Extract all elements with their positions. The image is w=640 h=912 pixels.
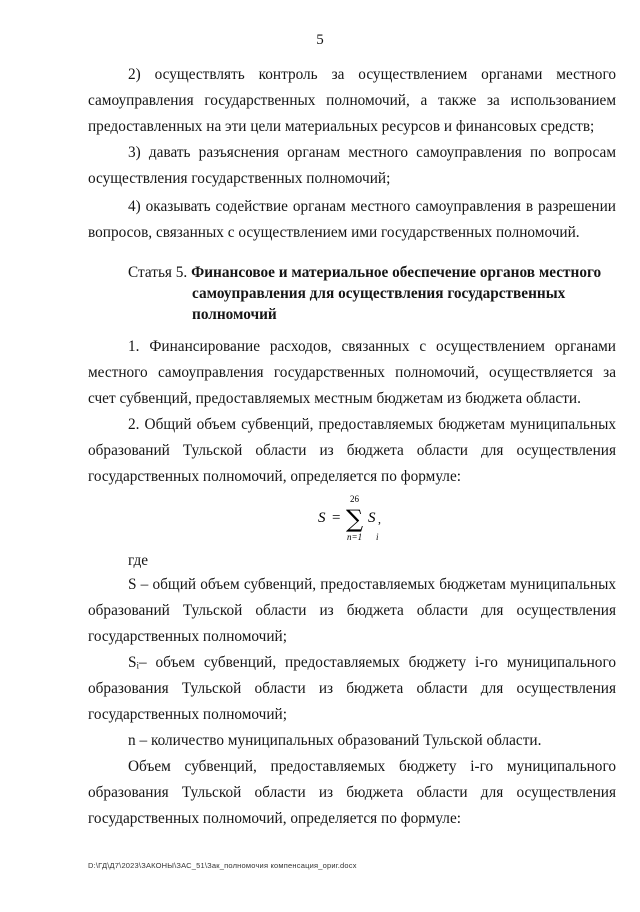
where-label: где bbox=[128, 552, 149, 569]
paragraph-line: 3) давать разъяснения органам местного самоуправления по вопросам bbox=[128, 144, 616, 161]
paragraph-line: образования Тульской области из бюджета области для осуществления bbox=[88, 784, 616, 801]
paragraph-line: образований Тульской области из бюджета области для осуществления bbox=[88, 602, 616, 619]
paragraph-line: 2) осуществлять контроль за осуществлением органами местного bbox=[128, 66, 616, 83]
paragraph-explanations bbox=[88, 140, 616, 192]
formula-lhs: S bbox=[318, 510, 326, 526]
footer-file-path: D:\ГД\Д7\2023\ЗАКОНЫ\ЗАС_51\Зак_полномочия компенсация_ориг.docx bbox=[88, 861, 357, 870]
where-label-block bbox=[88, 548, 616, 574]
paragraph-assistance bbox=[88, 194, 616, 246]
paragraph-line: образования Тульской области из бюджета области для осуществления bbox=[88, 680, 616, 697]
paragraph-subvention-volume bbox=[88, 754, 616, 832]
article-label: Статья 5. bbox=[128, 264, 188, 281]
sum-formula bbox=[318, 492, 398, 544]
paragraph-line: государственных полномочий, определяется по формуле: bbox=[88, 810, 461, 827]
paragraph-line: осуществления государственных полномочий; bbox=[88, 170, 391, 187]
paragraph-financing bbox=[88, 334, 616, 412]
sigma-symbol: ∑ bbox=[346, 505, 364, 533]
formula-sum-upper: 26 bbox=[350, 494, 359, 504]
formula-comma: , bbox=[378, 512, 381, 526]
paragraph-line: образований Тульской области из бюджета области для осуществления bbox=[88, 442, 616, 459]
paragraph-line: S – общий объем субвенций, предоставляемых бюджетам муниципальных bbox=[128, 576, 616, 593]
paragraph-line: Объем субвенций, предоставляемых бюджету i-го муниципального bbox=[128, 758, 616, 775]
article-title-line: полномочий bbox=[192, 306, 277, 323]
paragraph-line: Sᵢ– объем субвенций, предоставляемых бюджету i-го муниципального bbox=[128, 654, 616, 671]
page-number: 5 bbox=[316, 32, 324, 48]
article-title-line: Финансовое и материальное обеспечение органов местного bbox=[191, 264, 602, 281]
paragraph-line: государственных полномочий, определяется по формуле: bbox=[88, 468, 461, 485]
paragraph-line: 2. Общий объем субвенций, предоставляемых бюджетам муниципальных bbox=[128, 416, 616, 433]
paragraph-total-volume bbox=[88, 412, 616, 490]
formula-sum-lower: n=1 bbox=[347, 532, 363, 542]
paragraph-line: 4) оказывать содействие органам местного самоуправления в разрешении bbox=[128, 198, 616, 215]
definition-s bbox=[88, 572, 616, 650]
article-title-line: самоуправления для осуществления государственных bbox=[192, 285, 566, 302]
paragraph-line: государственных полномочий; bbox=[88, 628, 287, 645]
formula-term: S bbox=[368, 510, 376, 526]
paragraph-line: 1. Финансирование расходов, связанных с осуществлением органами bbox=[128, 338, 616, 355]
definition-si bbox=[88, 650, 616, 728]
paragraph-line: предоставленных на эти цели материальных ресурсов и финансовых средств; bbox=[88, 118, 595, 135]
paragraph-line: счет субвенций, предоставляемых местным бюджетам из бюджета области. bbox=[88, 390, 581, 407]
article-heading bbox=[128, 262, 616, 325]
paragraph-line: местного самоуправления государственных полномочий, осуществляется за bbox=[88, 364, 616, 381]
paragraph-line: вопросов, связанных с осуществлением ими государственных полномочий. bbox=[88, 224, 580, 241]
paragraph-line: n – количество муниципальных образований Тульской области. bbox=[128, 732, 542, 749]
formula-subscript: i bbox=[376, 532, 379, 542]
formula-equals: = bbox=[332, 510, 341, 526]
paragraph-control bbox=[88, 62, 616, 140]
paragraph-line: самоуправления государственных полномочий, а также за использованием bbox=[88, 92, 616, 109]
definition-n bbox=[88, 728, 616, 754]
paragraph-line: государственных полномочий; bbox=[88, 706, 287, 723]
